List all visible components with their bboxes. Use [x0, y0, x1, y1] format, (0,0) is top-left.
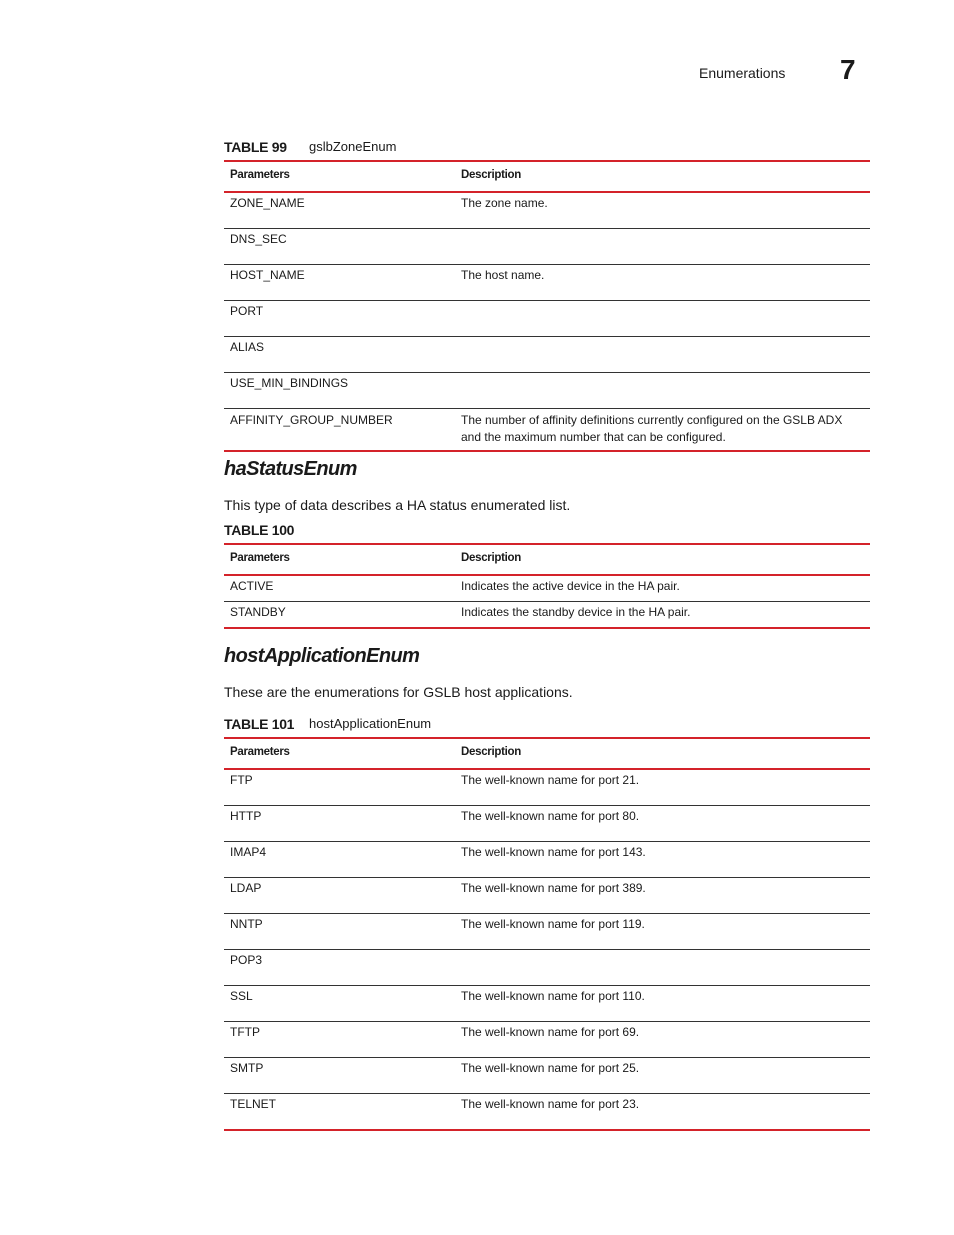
table-row — [224, 265, 870, 301]
table-99-caption — [224, 139, 397, 155]
table-row — [224, 769, 870, 806]
param-cell: SMTP — [224, 1058, 455, 1094]
param-cell: PORT — [224, 301, 455, 337]
table-101-title: hostApplicationEnum — [309, 716, 432, 731]
table-row — [224, 192, 870, 229]
param-cell: ZONE_NAME — [224, 192, 455, 229]
desc-cell — [455, 301, 870, 337]
desc-cell: The number of affinity definitions currently configured on the GSLB ADX and the maximum number that can be configured. — [455, 409, 870, 452]
col-header-description: Description — [455, 738, 870, 769]
param-cell: NNTP — [224, 914, 455, 950]
desc-cell: The well-known name for port 389. — [455, 878, 870, 914]
table-row — [224, 914, 870, 950]
table-row — [224, 806, 870, 842]
table-row — [224, 575, 870, 602]
desc-cell: The well-known name for port 69. — [455, 1022, 870, 1058]
desc-cell — [455, 373, 870, 409]
running-header-section: Enumerations — [699, 65, 786, 81]
table-row — [224, 602, 870, 629]
desc-cell: The well-known name for port 143. — [455, 842, 870, 878]
table-row — [224, 1022, 870, 1058]
table-row — [224, 1094, 870, 1131]
table-99-label: TABLE 99 — [224, 139, 287, 155]
desc-cell — [455, 950, 870, 986]
desc-cell: The well-known name for port 21. — [455, 769, 870, 806]
param-cell: USE_MIN_BINDINGS — [224, 373, 455, 409]
table-99 — [224, 160, 870, 452]
param-cell: HTTP — [224, 806, 455, 842]
col-header-parameters: Parameters — [224, 544, 455, 575]
table-101-caption — [224, 716, 432, 732]
param-cell: FTP — [224, 769, 455, 806]
table-row — [224, 950, 870, 986]
table-101-label: TABLE 101 — [224, 716, 295, 732]
table-row — [224, 842, 870, 878]
table-row — [224, 878, 870, 914]
desc-cell: The well-known name for port 119. — [455, 914, 870, 950]
desc-cell — [455, 229, 870, 265]
section-intro-hostapp: These are the enumerations for GSLB host applications. — [224, 684, 573, 700]
param-cell: SSL — [224, 986, 455, 1022]
param-cell: TFTP — [224, 1022, 455, 1058]
table-101 — [224, 737, 870, 1131]
table-row — [224, 409, 870, 452]
desc-cell: The well-known name for port 80. — [455, 806, 870, 842]
section-heading-hostapplicationenum: hostApplicationEnum — [224, 645, 420, 667]
table-100-label: TABLE 100 — [224, 522, 295, 538]
table-row — [224, 337, 870, 373]
param-cell: HOST_NAME — [224, 265, 455, 301]
table-100 — [224, 543, 870, 629]
col-header-description: Description — [455, 161, 870, 192]
param-cell: AFFINITY_GROUP_NUMBER — [224, 409, 455, 452]
section-heading-hastatusenum: haStatusEnum — [224, 458, 357, 480]
desc-cell: The zone name. — [455, 192, 870, 229]
table-99-title: gslbZoneEnum — [309, 139, 397, 154]
param-cell: IMAP4 — [224, 842, 455, 878]
col-header-parameters: Parameters — [224, 738, 455, 769]
desc-cell: Indicates the standby device in the HA pair. — [455, 602, 870, 629]
param-cell: DNS_SEC — [224, 229, 455, 265]
param-cell: POP3 — [224, 950, 455, 986]
table-row — [224, 986, 870, 1022]
param-cell: STANDBY — [224, 602, 455, 629]
section-intro-hastatus: This type of data describes a HA status enumerated list. — [224, 497, 571, 513]
desc-cell: The well-known name for port 25. — [455, 1058, 870, 1094]
desc-cell — [455, 337, 870, 373]
desc-cell: The well-known name for port 23. — [455, 1094, 870, 1131]
table-row — [224, 373, 870, 409]
desc-cell: The well-known name for port 110. — [455, 986, 870, 1022]
chapter-number: 7 — [840, 54, 856, 85]
param-cell: TELNET — [224, 1094, 455, 1131]
desc-cell: The host name. — [455, 265, 870, 301]
param-cell: ALIAS — [224, 337, 455, 373]
table-row — [224, 301, 870, 337]
table-row — [224, 229, 870, 265]
desc-cell: Indicates the active device in the HA pair. — [455, 575, 870, 602]
param-cell: ACTIVE — [224, 575, 455, 602]
col-header-description: Description — [455, 544, 870, 575]
col-header-parameters: Parameters — [224, 161, 455, 192]
table-100-caption — [224, 522, 294, 538]
param-cell: LDAP — [224, 878, 455, 914]
table-row — [224, 1058, 870, 1094]
